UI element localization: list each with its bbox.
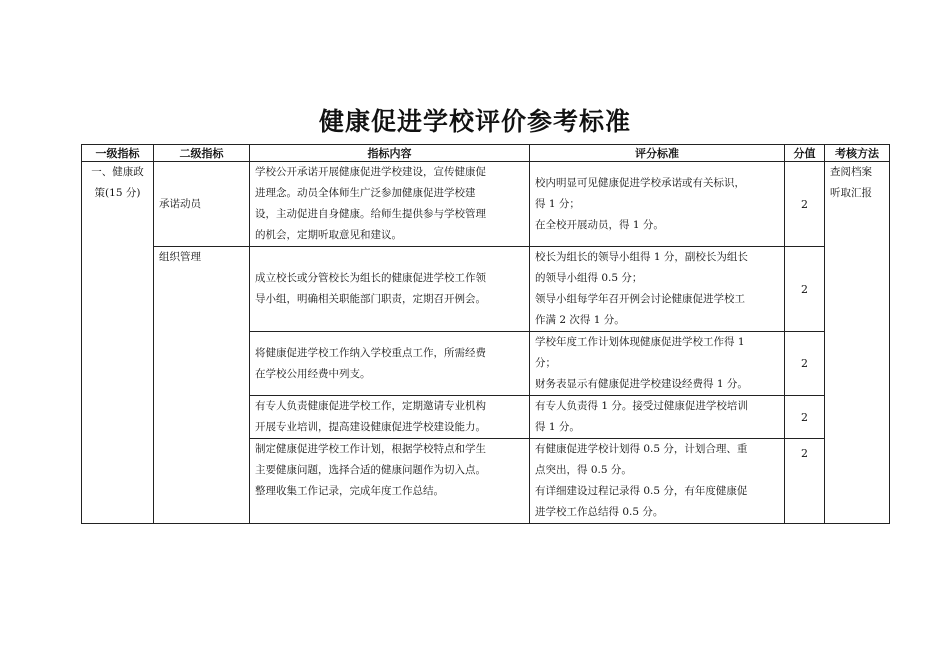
criteria-line: 有详细建设过程记录得 0.5 分，有年度健康促 [535, 485, 748, 497]
criteria-line: 分； [535, 357, 556, 369]
content-line: 有专人负责健康促进学校工作，定期邀请专业机构 [255, 400, 486, 412]
content-line: 主要健康问题，选择合适的健康问题作为切入点。 [255, 464, 486, 476]
content-line: 在学校公用经费中列支。 [255, 367, 371, 380]
content-line: 导小组，明确相关职能部门职责，定期召开例会。 [255, 293, 486, 305]
header-criteria: 评分标准 [530, 145, 785, 162]
evaluation-table [81, 144, 890, 524]
criteria-line: 校长为组长的领导小组得 1 分，副校长为组长 [535, 251, 748, 263]
header-content: 指标内容 [250, 145, 530, 162]
header-score: 分值 [785, 145, 825, 162]
table-header-row [82, 145, 890, 162]
criteria-line: 点突出，得 0.5 分。 [535, 464, 632, 476]
content-cell [250, 439, 530, 524]
criteria-line: 校内明显可见健康促进学校承诺或有关标识， [535, 176, 745, 189]
content-cell [250, 396, 530, 439]
content-cell [250, 162, 530, 247]
level1-line: 一、健康政 [91, 166, 144, 178]
content-line: 进理念。动员全体师生广泛参加健康促进学校建 [255, 187, 476, 199]
criteria-line: 进学校工作总结得 0.5 分。 [535, 506, 664, 518]
criteria-line: 学校年度工作计划体现健康促进学校工作得 1 [535, 336, 745, 348]
score-cell: 2 [785, 396, 825, 439]
score-cell: 2 [785, 162, 825, 247]
score-cell: 2 [785, 332, 825, 396]
level1-cell [82, 162, 154, 524]
content-line: 学校公开承诺开展健康促进学校建设，宣传健康促 [255, 166, 486, 178]
criteria-line: 得 1 分； [535, 197, 580, 210]
content-line: 开展专业培训，提高建设健康促进学校建设能力。 [255, 421, 486, 433]
criteria-cell [530, 247, 785, 332]
criteria-line: 作满 2 次得 1 分。 [535, 314, 625, 326]
score-cell: 2 [785, 439, 825, 524]
score-cell: 2 [785, 247, 825, 332]
table-row [82, 162, 890, 247]
content-line: 将健康促进学校工作纳入学校重点工作，所需经费 [255, 346, 486, 359]
content-cell [250, 332, 530, 396]
criteria-cell [530, 162, 785, 247]
content-line: 成立校长或分管校长为组长的健康促进学校工作领 [255, 272, 486, 284]
criteria-line: 的领导小组得 0.5 分； [535, 272, 643, 284]
content-line: 制定健康促进学校工作计划，根据学校特点和学生 [255, 443, 486, 455]
header-method: 考核方法 [825, 145, 890, 162]
table-row [82, 247, 890, 332]
method-line: 听取汇报 [830, 187, 872, 199]
criteria-line: 在全校开展动员，得 1 分。 [535, 218, 664, 231]
page-title: 健康促进学校评价参考标准 [318, 107, 631, 136]
method-line: 查阅档案 [830, 166, 872, 178]
content-cell [250, 247, 530, 332]
level2-cell: 组织管理 [154, 247, 250, 524]
criteria-cell [530, 396, 785, 439]
content-line: 设，主动促进自身健康。给师生提供参与学校管理 [255, 208, 486, 220]
level2-cell: 承诺动员 [154, 162, 250, 247]
criteria-cell [530, 332, 785, 396]
criteria-line: 领导小组每学年召开例会讨论健康促进学校工 [535, 293, 745, 305]
criteria-line: 有健康促进学校计划得 0.5 分，计划合理、重 [535, 443, 748, 455]
method-cell [825, 162, 890, 524]
content-line: 整理收集工作记录，完成年度工作总结。 [255, 485, 444, 497]
criteria-line: 有专人负责得 1 分。接受过健康促进学校培训 [535, 400, 748, 412]
header-level2: 二级指标 [154, 145, 250, 162]
content-line: 的机会，定期听取意见和建议。 [255, 229, 402, 241]
criteria-cell [530, 439, 785, 524]
level1-line: 策(15 分) [94, 187, 141, 199]
criteria-line: 财务表显示有健康促进学校建设经费得 1 分。 [535, 378, 748, 390]
criteria-line: 得 1 分。 [535, 421, 580, 433]
header-level1: 一级指标 [82, 145, 154, 162]
